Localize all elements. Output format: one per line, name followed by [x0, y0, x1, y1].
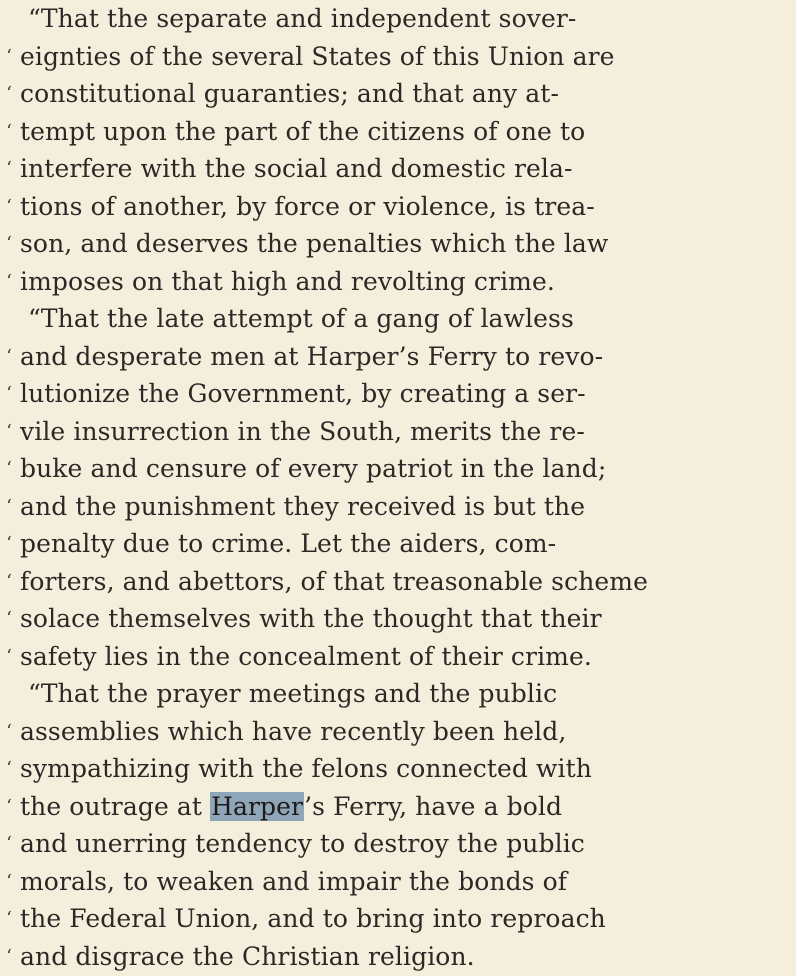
text-line [0, 225, 796, 263]
text-line [0, 300, 796, 338]
line-quote-marker: ‘ [6, 645, 12, 667]
text-line [0, 113, 796, 151]
line-text: forters, and abettors, of that treasonable scheme [20, 566, 648, 596]
text-line [0, 488, 796, 526]
line-quote-marker: ‘ [6, 570, 12, 592]
line-text: and disgrace the Christian religion. [20, 941, 475, 971]
text-line [0, 75, 796, 113]
line-text-highlighted [20, 788, 746, 826]
text-line [0, 338, 796, 376]
text-line [0, 900, 796, 938]
line-text: buke and censure of every patriot in the land; [20, 454, 607, 483]
line-text: assemblies which have recently been held, [20, 716, 567, 746]
text-line [0, 375, 796, 413]
line-quote-marker: ‘ [6, 345, 12, 367]
line-text: safety lies in the concealment of their crime. [20, 641, 592, 671]
line-quote-marker: ‘ [6, 45, 12, 67]
line-quote-marker: ‘ [6, 195, 12, 217]
text-line [0, 263, 796, 301]
line-quote-marker: ‘ [6, 608, 12, 629]
line-text: solace themselves with the thought that their [20, 604, 602, 633]
line-text: “That the prayer meetings and the public [28, 679, 558, 708]
line-text-before-highlight: the outrage at [20, 791, 211, 821]
text-line [0, 150, 796, 188]
line-quote-marker: ‘ [6, 270, 12, 292]
line-quote-marker: ‘ [6, 233, 12, 254]
text-line [0, 938, 796, 976]
line-quote-marker: ‘ [6, 495, 12, 517]
line-quote-marker: ‘ [6, 870, 12, 892]
text-line [0, 600, 796, 638]
text-line [0, 413, 796, 451]
line-text: tions of another, by force or violence, is trea- [20, 191, 595, 221]
line-text: “That the late attempt of a gang of lawless [28, 304, 574, 333]
text-line [0, 525, 796, 563]
line-quote-marker: ‘ [6, 383, 12, 404]
line-text: and desperate men at Harper’s Ferry to revo- [20, 341, 604, 371]
line-quote-marker: ‘ [6, 833, 12, 854]
line-text: eignties of the several States of this Union are [20, 41, 615, 71]
text-line [0, 0, 796, 38]
line-text: and the punishment they received is but the [20, 491, 586, 521]
line-text-after-highlight: ’s Ferry, have a bold [304, 791, 563, 821]
line-text: “That the separate and independent sover- [28, 4, 577, 33]
line-quote-marker: ‘ [6, 420, 12, 442]
line-text: interfere with the social and domestic rela- [20, 154, 573, 183]
line-text: penalty due to crime. Let the aiders, com- [20, 529, 557, 558]
text-line [0, 563, 796, 601]
text-line [0, 713, 796, 751]
line-quote-marker: ‘ [6, 458, 12, 479]
text-line [0, 450, 796, 488]
text-line [0, 863, 796, 901]
line-text: imposes on that high and revolting crime. [20, 266, 555, 296]
line-quote-marker: ‘ [6, 83, 12, 104]
line-quote-marker: ‘ [6, 795, 12, 817]
line-text: son, and deserves the penalties which the law [20, 229, 609, 258]
line-text: constitutional guaranties; and that any at- [20, 79, 559, 108]
line-quote-marker: ‘ [6, 720, 12, 742]
line-quote-marker: ‘ [6, 758, 12, 779]
text-line [0, 788, 796, 826]
line-quote-marker: ‘ [6, 158, 12, 179]
text-line [0, 750, 796, 788]
line-quote-marker: ‘ [6, 908, 12, 929]
line-text: vile insurrection in the South, merits the re- [20, 416, 585, 446]
line-text: and unerring tendency to destroy the public [20, 829, 585, 858]
line-quote-marker: ‘ [6, 533, 12, 554]
text-line [0, 188, 796, 226]
line-quote-marker: ‘ [6, 120, 12, 142]
text-line [0, 825, 796, 863]
line-text: lutionize the Government, by creating a ser- [20, 379, 586, 408]
line-text: morals, to weaken and impair the bonds of [20, 866, 568, 896]
search-highlight: Harper [211, 791, 304, 821]
line-quote-marker: ‘ [6, 945, 12, 967]
line-text: sympathizing with the felons connected with [20, 754, 592, 783]
line-text: tempt upon the part of the citizens of one to [20, 116, 586, 146]
text-line [0, 638, 796, 676]
line-text: the Federal Union, and to bring into reproach [20, 904, 606, 933]
text-line [0, 675, 796, 713]
text-line [0, 38, 796, 76]
